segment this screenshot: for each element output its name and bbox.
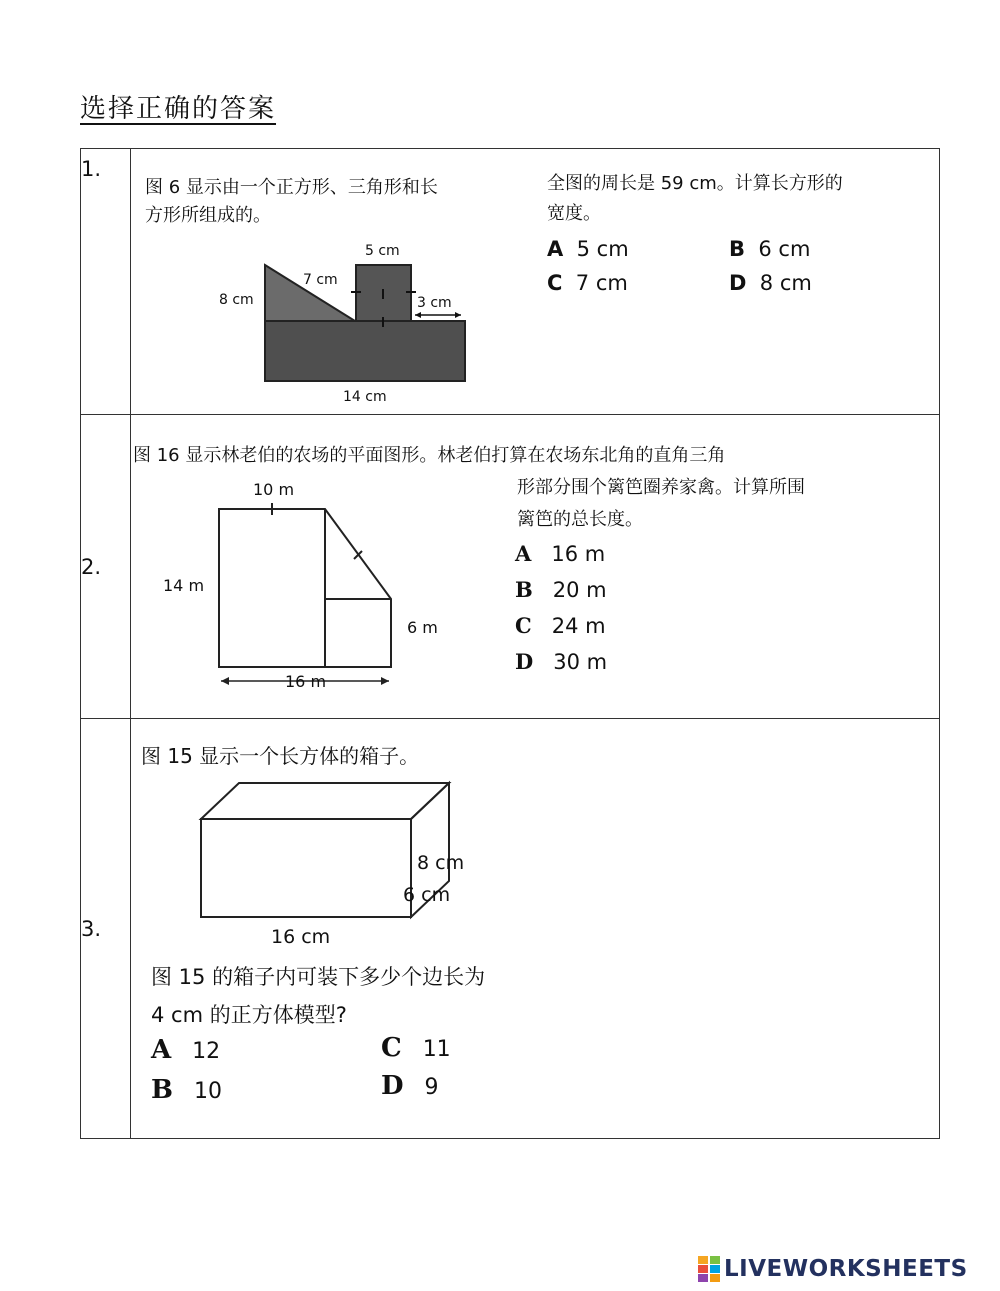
- q1-figure: [211, 237, 471, 407]
- q2-intro-line1: 图 16 显示林老伯的农场的平面图形。林老伯打算在农场东北角的直角三角: [133, 445, 726, 466]
- q2-label-bottom: 16 m: [285, 672, 327, 691]
- q3-label-height: 8 cm: [417, 852, 465, 874]
- q3-option-a[interactable]: A 12: [151, 1035, 221, 1065]
- q2-question-line3: 篱笆的总长度。: [517, 509, 643, 530]
- question-number: 2.: [81, 415, 131, 719]
- liveworksheets-logo: [698, 1254, 968, 1284]
- q3-option-d[interactable]: D 9: [381, 1071, 439, 1101]
- box-front-face: [201, 819, 411, 917]
- q2-option-d[interactable]: D 30 m: [515, 649, 608, 674]
- q2-figure: [151, 477, 481, 707]
- q3-label-length: 16 cm: [271, 926, 331, 948]
- question-number: 1.: [81, 149, 131, 415]
- q3-question-line1: 图 15 的箱子内可装下多少个边长为: [151, 965, 486, 989]
- q1-option-c[interactable]: C 7 cm: [547, 271, 628, 295]
- logo-blocks-icon: [698, 1256, 720, 1282]
- question-row-1: [81, 149, 940, 415]
- question-3-content: [131, 719, 940, 1139]
- q1-label-top: 5 cm: [365, 243, 400, 259]
- farm-outline: [219, 509, 391, 667]
- q1-label-bottom: 14 cm: [343, 389, 387, 405]
- q1-label-left: 8 cm: [219, 292, 254, 308]
- q2-label-right: 6 m: [407, 618, 438, 637]
- q1-label-hyp: 7 cm: [303, 272, 338, 288]
- rectangle-shape: [265, 321, 465, 381]
- q1-question-line2: 宽度。: [547, 203, 601, 224]
- q1-question-line1: 全图的周长是 59 cm。计算长方形的: [547, 173, 843, 194]
- q2-option-c[interactable]: C 24 m: [515, 613, 606, 638]
- q2-question-line2: 形部分围个篱笆圈养家禽。计算所围: [517, 477, 805, 498]
- q1-intro-line2: 方形所组成的。: [145, 205, 271, 226]
- question-number: 3.: [81, 719, 131, 1139]
- question-1-content: [131, 149, 940, 415]
- page-title: 选择正确的答案: [80, 94, 277, 124]
- q3-option-b[interactable]: B 10: [151, 1075, 222, 1105]
- q1-intro-line1: 图 6 显示由一个正方形、三角形和长: [145, 177, 438, 198]
- q3-intro: 图 15 显示一个长方体的箱子。: [141, 744, 420, 768]
- q1-option-a[interactable]: A 5 cm: [547, 237, 629, 261]
- q1-label-right: 3 cm: [417, 295, 452, 311]
- q3-box-figure: [181, 769, 501, 959]
- question-2-content: [131, 415, 940, 719]
- q2-option-a[interactable]: A 16 m: [515, 541, 606, 566]
- question-row-2: [81, 415, 940, 719]
- q2-label-top: 10 m: [253, 480, 295, 499]
- logo-text: LIVEWORKSHEETS: [724, 1256, 968, 1282]
- question-row-3: [81, 719, 940, 1139]
- q2-label-left: 14 m: [163, 576, 205, 595]
- q2-option-b[interactable]: B 20 m: [515, 577, 607, 602]
- q1-option-d[interactable]: D 8 cm: [729, 271, 812, 295]
- q1-option-b[interactable]: B 6 cm: [729, 237, 811, 261]
- q3-option-c[interactable]: C 11: [381, 1033, 451, 1063]
- q3-label-depth: 6 cm: [403, 884, 451, 906]
- box-top-face: [201, 783, 449, 819]
- questions-table: [80, 148, 940, 1139]
- q3-question-line2: 4 cm 的正方体模型?: [151, 1003, 347, 1027]
